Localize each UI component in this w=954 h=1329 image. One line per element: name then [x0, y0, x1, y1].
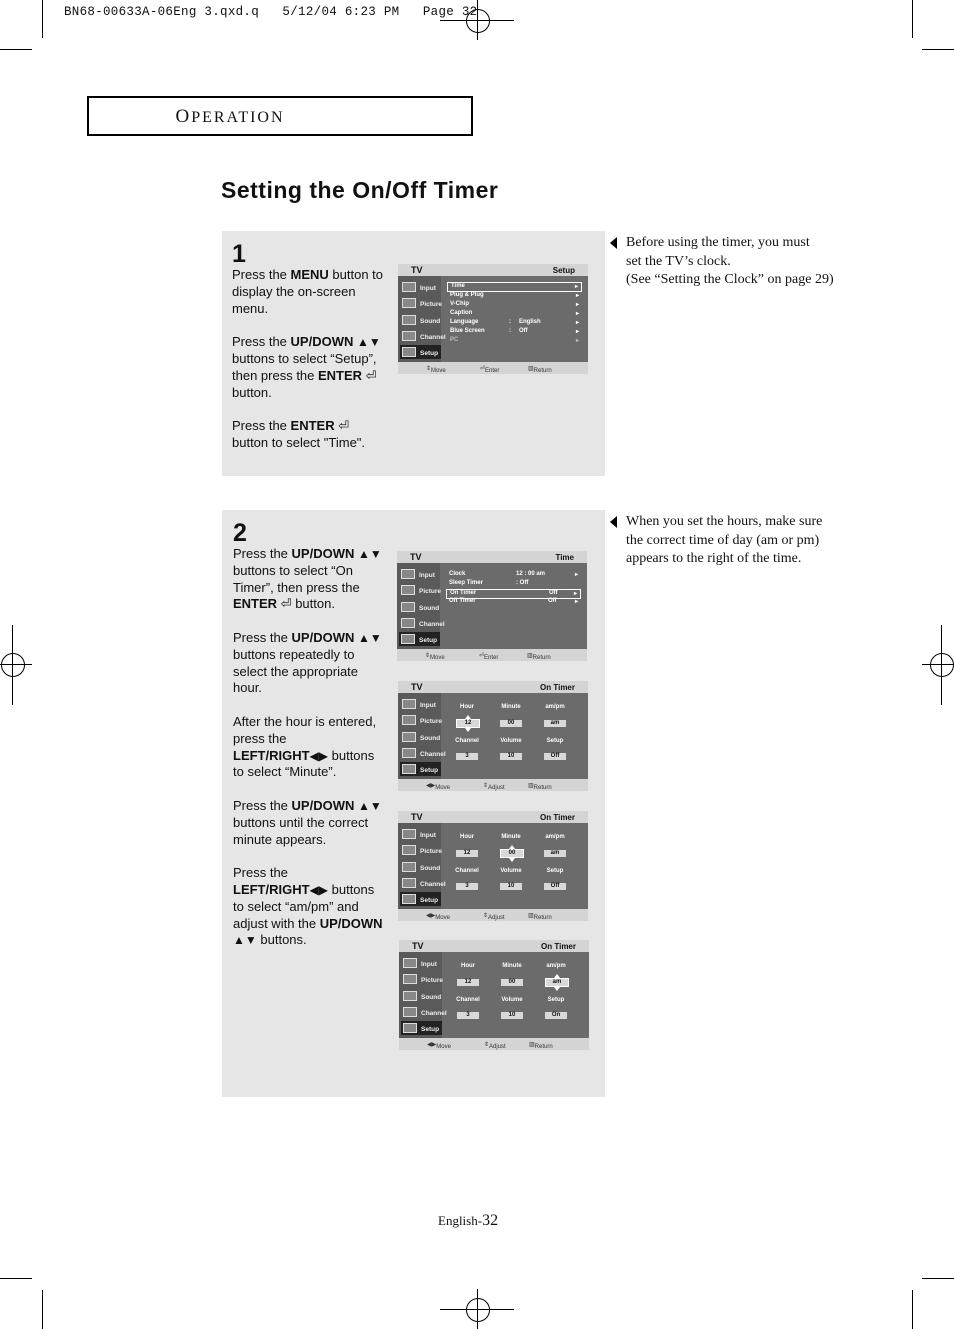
up-down-arrows-icon: ▲▼ [233, 933, 257, 948]
enter-icon: ⏎ [280, 596, 292, 612]
step2-para2: Press the UP/DOWN ▲▼ buttons repeatedly to select the appropriate hour. [233, 629, 382, 696]
picture-icon [401, 585, 415, 595]
osd-row: V-Chip ▸ [450, 301, 579, 308]
step-number: 2 [233, 519, 247, 547]
channel-icon [402, 878, 416, 888]
setup-icon [401, 634, 415, 644]
crop-mark [440, 20, 514, 21]
note-line: Before using the timer, you must [626, 235, 810, 250]
enter-icon: ⏎ [338, 418, 350, 434]
footer-language: English- [438, 1213, 483, 1228]
osd-row: Blue Screen : Off ▸ [450, 328, 579, 335]
sound-icon [402, 862, 416, 872]
up-down-arrows-icon: ▲▼ [358, 630, 382, 645]
setup-icon [402, 347, 416, 357]
crop-mark [0, 49, 32, 50]
picture-icon [402, 715, 416, 725]
down-arrow-icon [509, 858, 515, 862]
osd-row: Off Timer Off ▸ [449, 598, 578, 605]
osd-tv-label: TV [411, 265, 423, 275]
crop-mark [922, 664, 954, 665]
step1-para3: Press the ENTER ⏎ button to select "Time". [232, 418, 366, 450]
crop-mark [922, 49, 954, 50]
down-arrow-icon [465, 728, 471, 732]
note-line: When you set the hours, make sure [626, 514, 823, 529]
note-clock [626, 234, 926, 290]
crop-mark [42, 1290, 43, 1329]
channel-icon [402, 331, 416, 341]
crop-mark [12, 625, 13, 705]
osd-row: Caption ▸ [450, 310, 579, 317]
section-initial: O [175, 106, 192, 127]
crop-mark [0, 664, 32, 665]
input-icon [401, 569, 415, 579]
registration-mark [930, 653, 954, 677]
osd-row: Clock 12 : 00 am ▸ [449, 571, 578, 578]
note-line: the correct time of day (am or pm) [626, 532, 820, 548]
osd-time-screen: TV Time Input Picture Sound Channel Setup Clock 12 : 00 am ▸ Sleep Timer : Off On Timer Off ▸ Off Timer Off ▸ ⇕ Move ⏎ Enter ▥ Return [397, 551, 587, 661]
channel-icon [402, 748, 416, 758]
input-icon [402, 699, 416, 709]
picture-icon [402, 298, 416, 308]
osd-title: On Timer [540, 813, 575, 822]
step1-instructions [232, 267, 384, 469]
osd-title: On Timer [541, 942, 576, 951]
sound-icon [402, 732, 416, 742]
note-ampm [626, 513, 926, 569]
note-line: set the TV’s clock. [626, 253, 731, 269]
up-down-arrows-icon: ▲▼ [358, 798, 382, 813]
note-line: appears to the right of the time. [626, 551, 802, 566]
left-right-arrows-icon: ◀▶ [309, 748, 329, 763]
print-slug: BN68-00633A-06Eng 3.qxd.q 5/12/04 6:23 PM Page 32 [64, 5, 478, 19]
setup-icon [403, 1023, 417, 1033]
osd-tv-label: TV [410, 552, 422, 562]
crop-mark [0, 1278, 32, 1279]
section-rest: PERATION [191, 109, 285, 126]
step1-para2: Press the UP/DOWN ▲▼ buttons to select “Setup”, then press the ENTER ⏎ button. [232, 334, 381, 400]
input-icon [403, 958, 417, 968]
osd-title: Time [555, 553, 574, 562]
step2-para5: Press the LEFT/RIGHT◀▶ buttons to select “am/pm” and adjust with the UP/DOWN ▲▼ buttons. [233, 865, 383, 948]
osd-row: Plug & Plug ▸ [450, 292, 579, 299]
step2-instructions [233, 546, 385, 966]
page-footer [438, 1212, 498, 1230]
osd-row: On Timer Off ▸ [446, 589, 581, 599]
step2-para4: Press the UP/DOWN ▲▼ buttons until the correct minute appears. [233, 797, 382, 847]
osd-title: Setup [552, 266, 575, 275]
osd-setup-screen: TV Setup Input Picture Sound Channel Setup Time ▸ Plug & Plug ▸ V-Chip ▸ Caption ▸ Language : English ▸ Blue Screen : Off ▸ PC ▸ ⇕ Move ⏎ Enter ▥ Return [398, 264, 588, 374]
page-number: 32 [482, 1212, 499, 1229]
channel-icon [403, 1007, 417, 1017]
crop-mark [922, 1278, 954, 1279]
sound-icon [401, 602, 415, 612]
crop-mark [912, 1290, 913, 1329]
note-line: (See “Setting the Clock” on page 29) [626, 272, 834, 287]
step2-para1: Press the UP/DOWN ▲▼ buttons to select “On Timer”, then press the ENTER ⏎ button. [233, 546, 382, 612]
registration-mark [466, 1298, 490, 1322]
setup-icon [402, 764, 416, 774]
section-label [89, 106, 371, 128]
picture-icon [403, 974, 417, 984]
osd-tv-label: TV [412, 941, 424, 951]
picture-icon [402, 845, 416, 855]
osd-tv-label: TV [411, 812, 423, 822]
osd-row: Language : English ▸ [450, 319, 579, 326]
setup-icon [402, 894, 416, 904]
crop-mark [912, 0, 913, 38]
page-title: Setting the On/Off Timer [221, 177, 499, 203]
osd-row: PC ▸ [450, 337, 579, 344]
channel-icon [401, 618, 415, 628]
osd-row: Time ▸ [447, 282, 582, 292]
registration-mark [1, 653, 25, 677]
osd-ontimer-screen-ampm: TV On Timer Input Picture Sound Channel Setup Hour Minute am/pm 12 00 am Channel Volume Setup 3 10 On ◀▶ Move ⇕ Adjust ▥ Return [399, 940, 589, 1050]
registration-mark [466, 9, 490, 33]
crop-mark [42, 0, 43, 38]
step2-para3: After the hour is entered, press the LEFT/RIGHT◀▶ buttons to select “Minute”. [233, 713, 377, 780]
enter-icon: ⏎ [365, 367, 377, 383]
sound-icon [402, 315, 416, 325]
osd-ontimer-screen-minute: TV On Timer Input Picture Sound Channel Setup Hour Minute am/pm 12 00 am Channel Volume Setup 3 10 Off ◀▶ Move ⇕ Adjust ▥ Return [398, 811, 588, 921]
up-down-arrows-icon: ▲▼ [358, 547, 382, 561]
step-number: 1 [232, 240, 246, 268]
input-icon [402, 282, 416, 292]
down-arrow-icon [554, 987, 560, 991]
up-down-arrows-icon: ▲▼ [357, 335, 381, 350]
sound-icon [403, 991, 417, 1001]
section-header [87, 96, 473, 136]
left-right-arrows-icon: ◀▶ [309, 882, 329, 897]
osd-title: On Timer [540, 683, 575, 692]
osd-row: Sleep Timer : Off [449, 580, 529, 586]
input-icon [402, 829, 416, 839]
osd-tv-label: TV [411, 682, 423, 692]
crop-mark [440, 1309, 514, 1310]
crop-mark [941, 625, 942, 705]
step1-para1: Press the MENU button to display the on-screen menu. [232, 267, 384, 316]
note-pointer-icon [610, 516, 617, 528]
osd-ontimer-screen-hour: TV On Timer Input Picture Sound Channel Setup Hour Minute am/pm 12 00 am Channel Volume Setup 3 10 Off ◀▶ Move ⇕ Adjust ▥ Return [398, 681, 588, 791]
note-pointer-icon [610, 237, 617, 249]
